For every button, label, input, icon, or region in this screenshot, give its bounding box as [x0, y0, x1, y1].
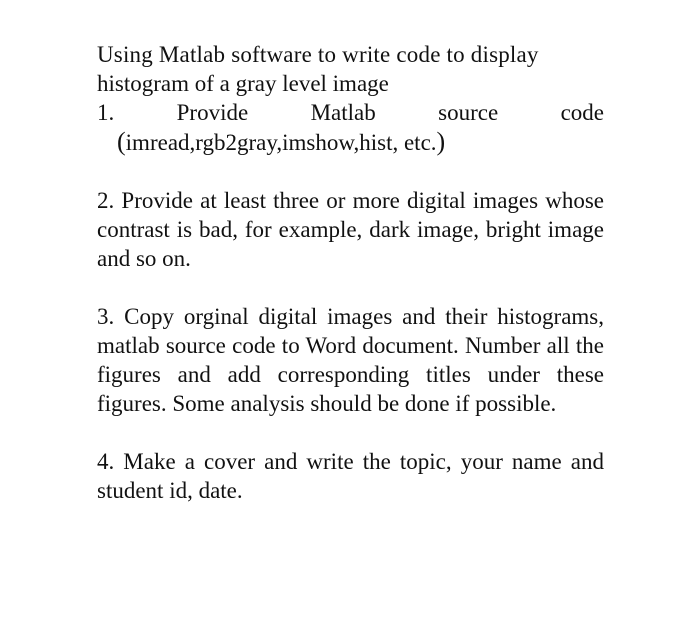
intro-line-2: histogram of a gray level image	[97, 71, 389, 96]
item-1-functions: imread,rgb2gray,imshow,hist, etc.	[125, 130, 437, 155]
intro-line-1	[97, 40, 604, 69]
item-1-word-source: source	[438, 100, 499, 125]
item-1-line-2	[97, 127, 604, 157]
item-1-number: 1.	[97, 100, 115, 125]
item-1-word-provide: Provide	[176, 100, 249, 125]
paragraph-gap	[97, 157, 604, 186]
paragraph-gap	[97, 273, 604, 302]
item-1-open-paren: (	[117, 127, 126, 156]
paragraph-gap	[97, 418, 604, 447]
assignment-document	[97, 40, 604, 505]
intro-line-1-text: Using Matlab software to write code to display	[97, 42, 539, 67]
item-1-line-1	[97, 98, 604, 127]
item-1-close-paren: )	[436, 127, 446, 156]
item-1-word-code: code	[560, 100, 604, 125]
item-2: 2. Provide at least three or more digital images whose contrast is bad, for example, dark image, bright image and so on.	[97, 188, 604, 271]
item-3: 3. Copy orginal digital images and their histograms, matlab source code to Word document. Number all the figures and add corresponding titles under these figures. Some analysis should be done if possible.	[97, 304, 604, 416]
item-4: 4. Make a cover and write the topic, your name and student id, date.	[97, 449, 604, 503]
item-1-word-matlab: Matlab	[310, 100, 376, 125]
intro-paragraph	[97, 40, 604, 98]
item-1	[97, 98, 604, 157]
